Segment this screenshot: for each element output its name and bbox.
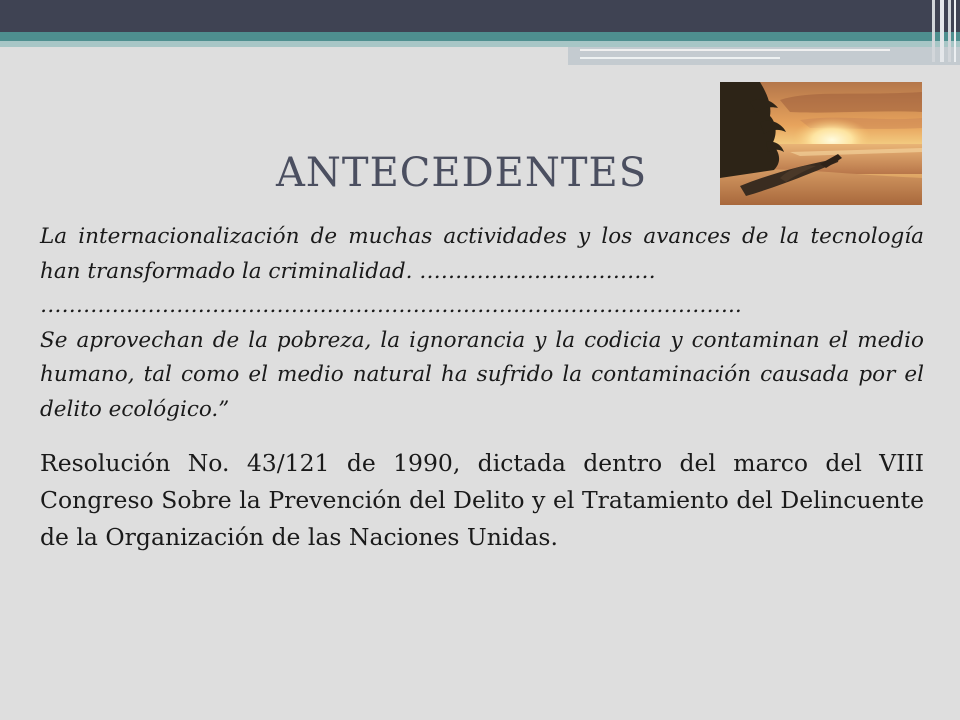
quote-ellipsis: …………………………………………………………………………………….. [40,293,742,318]
header-accent-line [580,49,890,51]
quote-body: Se aprovechan de la pobreza, la ignorancia y la codicia y contaminan el medio humano, tal como el medio natural ha sufrido la contaminación causada por el delito ecológico. [40,327,924,422]
slide-title: ANTECEDENTES [276,150,648,196]
header-vertical-stripe [948,0,951,62]
header-vertical-stripe [940,0,944,62]
beach-sunset-image [720,82,922,205]
header-accent-line [580,57,780,59]
quote-paragraph [40,220,924,427]
header-vertical-stripe [932,0,935,62]
header-band-teal [0,32,960,41]
quote-closing-mark: ” [218,396,230,422]
header-band-dark [0,0,960,32]
citation-paragraph: Resolución No. 43/121 de 1990, dictada dentro del marco del VIII Congreso Sobre la Prevención del Delito y el Tratamiento del Delincuente de la Organización de las Naciones Unidas. [40,449,924,551]
quote-intro: La internacionalización de muchas actividades y los avances de la tecnología han transformado la criminalidad. …………………………… [40,224,924,284]
slide-content [40,220,924,556]
header-vertical-stripe [954,0,956,62]
